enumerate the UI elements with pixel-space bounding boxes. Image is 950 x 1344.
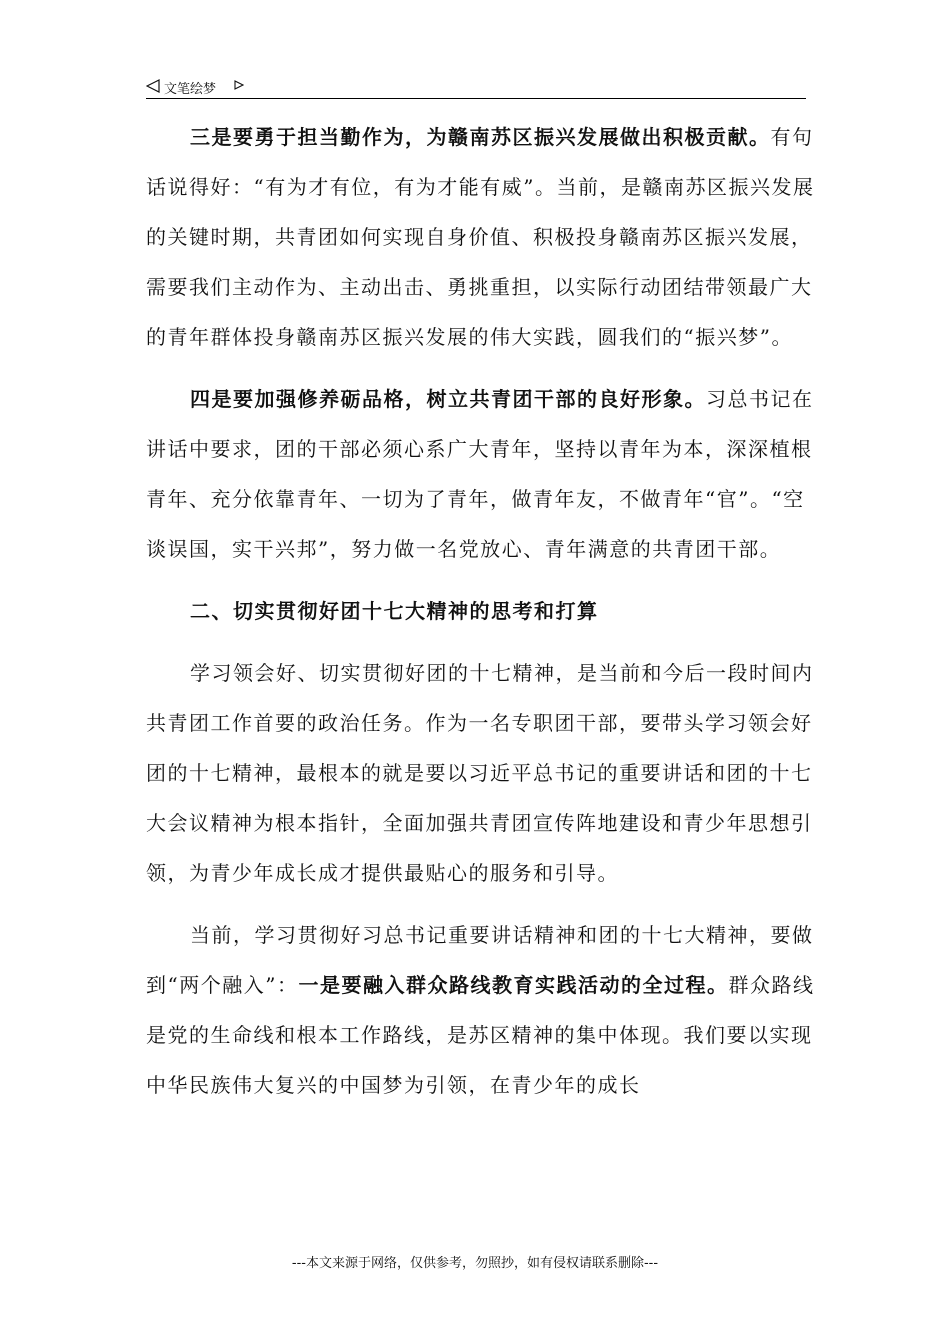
paragraph-study-spirit [146, 648, 818, 898]
header-brand: 文笔绘梦 [164, 82, 217, 97]
paragraph-3-dedication [146, 112, 818, 362]
page-footer: ---本文来源于网络，仅供参考，勿照抄，如有侵权请联系删除--- [291, 1256, 659, 1271]
triangle-left-icon [146, 79, 160, 93]
paragraph-text: 有句话说得好：“有为才有位，有为才能有威”。当前，是赣南苏区振兴发展的关键时期，共青团如何实现自身价值、积极投身赣南苏区振兴发展，需要我们主动作为、主动出击、勇挑重担，以实际行动团结带领最广大的青年群体投身赣南苏区振兴发展的伟大实践，圆我们的“振兴梦”。 [146, 125, 815, 349]
paragraph-lead-bold: 一是要融入群众路线教育实践活动的全过程。 [298, 973, 729, 997]
paragraph-two-integrations [146, 910, 818, 1110]
paragraph-text: 学习领会好、切实贯彻好团的十七精神，是当前和今后一段时间内共青团工作首要的政治任务。作为一名专职团干部，要带头学习领会好团的十七精神，最根本的就是要以习近平总书记的重要讲话和团的十七大会议精神为根本指针，全面加强共青团宣传阵地建设和青少年思想引领，为青少年成长成才提供最贴心的服务和引导。 [146, 661, 814, 885]
paragraph-pre-text: 当前，学习贯彻好习总书记重要讲话精神和团的十七大精神，要做到“两个融入”： [146, 923, 814, 997]
paragraph-4-character [146, 374, 818, 574]
triangle-right-icon [234, 80, 244, 90]
section-heading [146, 586, 818, 636]
section-heading-text: 二、切实贯彻好团十七大精神的思考和打算 [190, 599, 599, 623]
paragraph-text: 习总书记在讲话中要求，团的干部必须心系广大青年，坚持以青年为本，深深植根青年、充分依靠青年、一切为了青年，做青年友，不做青年“官”。“空谈误国，实干兴邦”，努力做一名党放心、青年满意的共青团干部。 [146, 387, 814, 561]
paragraph-lead-bold: 三是要勇于担当勤作为，为赣南苏区振兴发展做出积极贡献。 [190, 125, 771, 149]
document-body [146, 112, 818, 1110]
page-header [146, 76, 806, 99]
paragraph-lead-bold: 四是要加强修养砺品格，树立共青团干部的良好形象。 [190, 387, 706, 411]
paragraph-text: 群众路线是党的生命线和根本工作路线，是苏区精神的集中体现。我们要以实现中华民族伟大复兴的中国梦为引领，在青少年的成长 [146, 973, 815, 1097]
